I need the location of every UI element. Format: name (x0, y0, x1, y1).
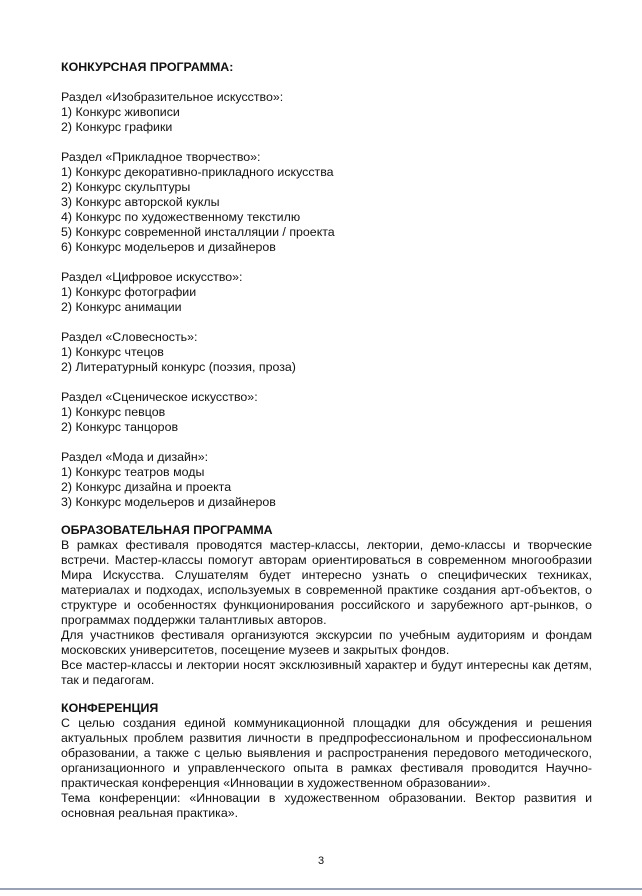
competition-section (61, 270, 592, 315)
list-item: 2) Конкурс танцоров (61, 420, 179, 434)
page-number: 3 (317, 855, 325, 867)
competition-heading: КОНКУРСНАЯ ПРОГРАММА: (61, 60, 234, 74)
conference-paragraph: С целью создания единой коммуникационной площадки для обсуждения и решения актуальных проблем развития личности в предпрофессиональном и профессиональном образовании, а также с целью выявления и распространения передового методического, организационного и управленческого опыта в рамках фестиваля проводится Научно-практическая конференция «Инновации в художественном образовании». (61, 716, 592, 790)
document-body (61, 60, 592, 821)
list-item: 1) Конкурс певцов (61, 405, 166, 419)
list-item: 3) Конкурс авторской куклы (61, 195, 220, 209)
section-title: Раздел «Мода и дизайн»: (61, 450, 209, 464)
list-item: 3) Конкурс модельеров и дизайнеров (61, 495, 276, 509)
list-item: 2) Конкурс графики (61, 120, 173, 134)
page-bottom-divider (0, 888, 642, 890)
list-item: 1) Конкурс живописи (61, 105, 180, 119)
conference-paragraph: Тема конференции: «Инновации в художественном образовании. Вектор развития и основная реальная практика». (61, 791, 592, 820)
conference-heading: КОНФЕРЕНЦИЯ (61, 701, 159, 715)
section-title: Раздел «Прикладное творчество»: (61, 150, 261, 164)
list-item: 2) Конкурс дизайна и проекта (61, 480, 232, 494)
list-item: 2) Литературный конкурс (поэзия, проза) (61, 360, 296, 374)
list-item: 1) Конкурс театров моды (61, 465, 205, 479)
competition-section (61, 330, 592, 375)
list-item: 1) Конкурс фотографии (61, 285, 197, 299)
education-heading: ОБРАЗОВАТЕЛЬНАЯ ПРОГРАММА (61, 523, 273, 537)
education-paragraph: В рамках фестиваля проводятся мастер-классы, лектории, демо-классы и творческие встречи. Мастер-классы помогут авторам ориентироваться в современном многообразии Мира Искусства. Слушателям будет интересно узнать о специфических техниках, материалах и подходах, используемых в современной практике создания арт-объектов, о структуре и особенностях функционирования российского и зарубежного арт-рынков, о программах поддержки талантливых авторов. (61, 538, 592, 627)
competition-section (61, 390, 592, 435)
education-paragraph: Для участников фестиваля организуются экскурсии по учебным аудиториям и фондам московских университетов, посещение музеев и закрытых фондов. (61, 628, 592, 657)
list-item: 1) Конкурс чтецов (61, 345, 164, 359)
list-item: 2) Конкурс скульптуры (61, 180, 191, 194)
list-item: 1) Конкурс декоративно-прикладного искусства (61, 165, 334, 179)
list-item: 4) Конкурс по художественному текстилю (61, 210, 301, 224)
list-item: 6) Конкурс модельеров и дизайнеров (61, 240, 276, 254)
section-title: Раздел «Цифровое искусство»: (61, 270, 243, 284)
education-paragraph: Все мастер-классы и лектории носят эксклюзивный характер и будут интересны как детям, так и педагогам. (61, 658, 592, 687)
competition-section (61, 90, 592, 135)
list-item: 2) Конкурс анимации (61, 300, 182, 314)
section-title: Раздел «Изобразительное искусство»: (61, 90, 284, 104)
section-title: Раздел «Словесность»: (61, 330, 198, 344)
section-title: Раздел «Сценическое искусство»: (61, 390, 258, 404)
list-item: 5) Конкурс современной инсталляции / проекта (61, 225, 335, 239)
competition-section (61, 450, 592, 510)
competition-section (61, 150, 592, 255)
